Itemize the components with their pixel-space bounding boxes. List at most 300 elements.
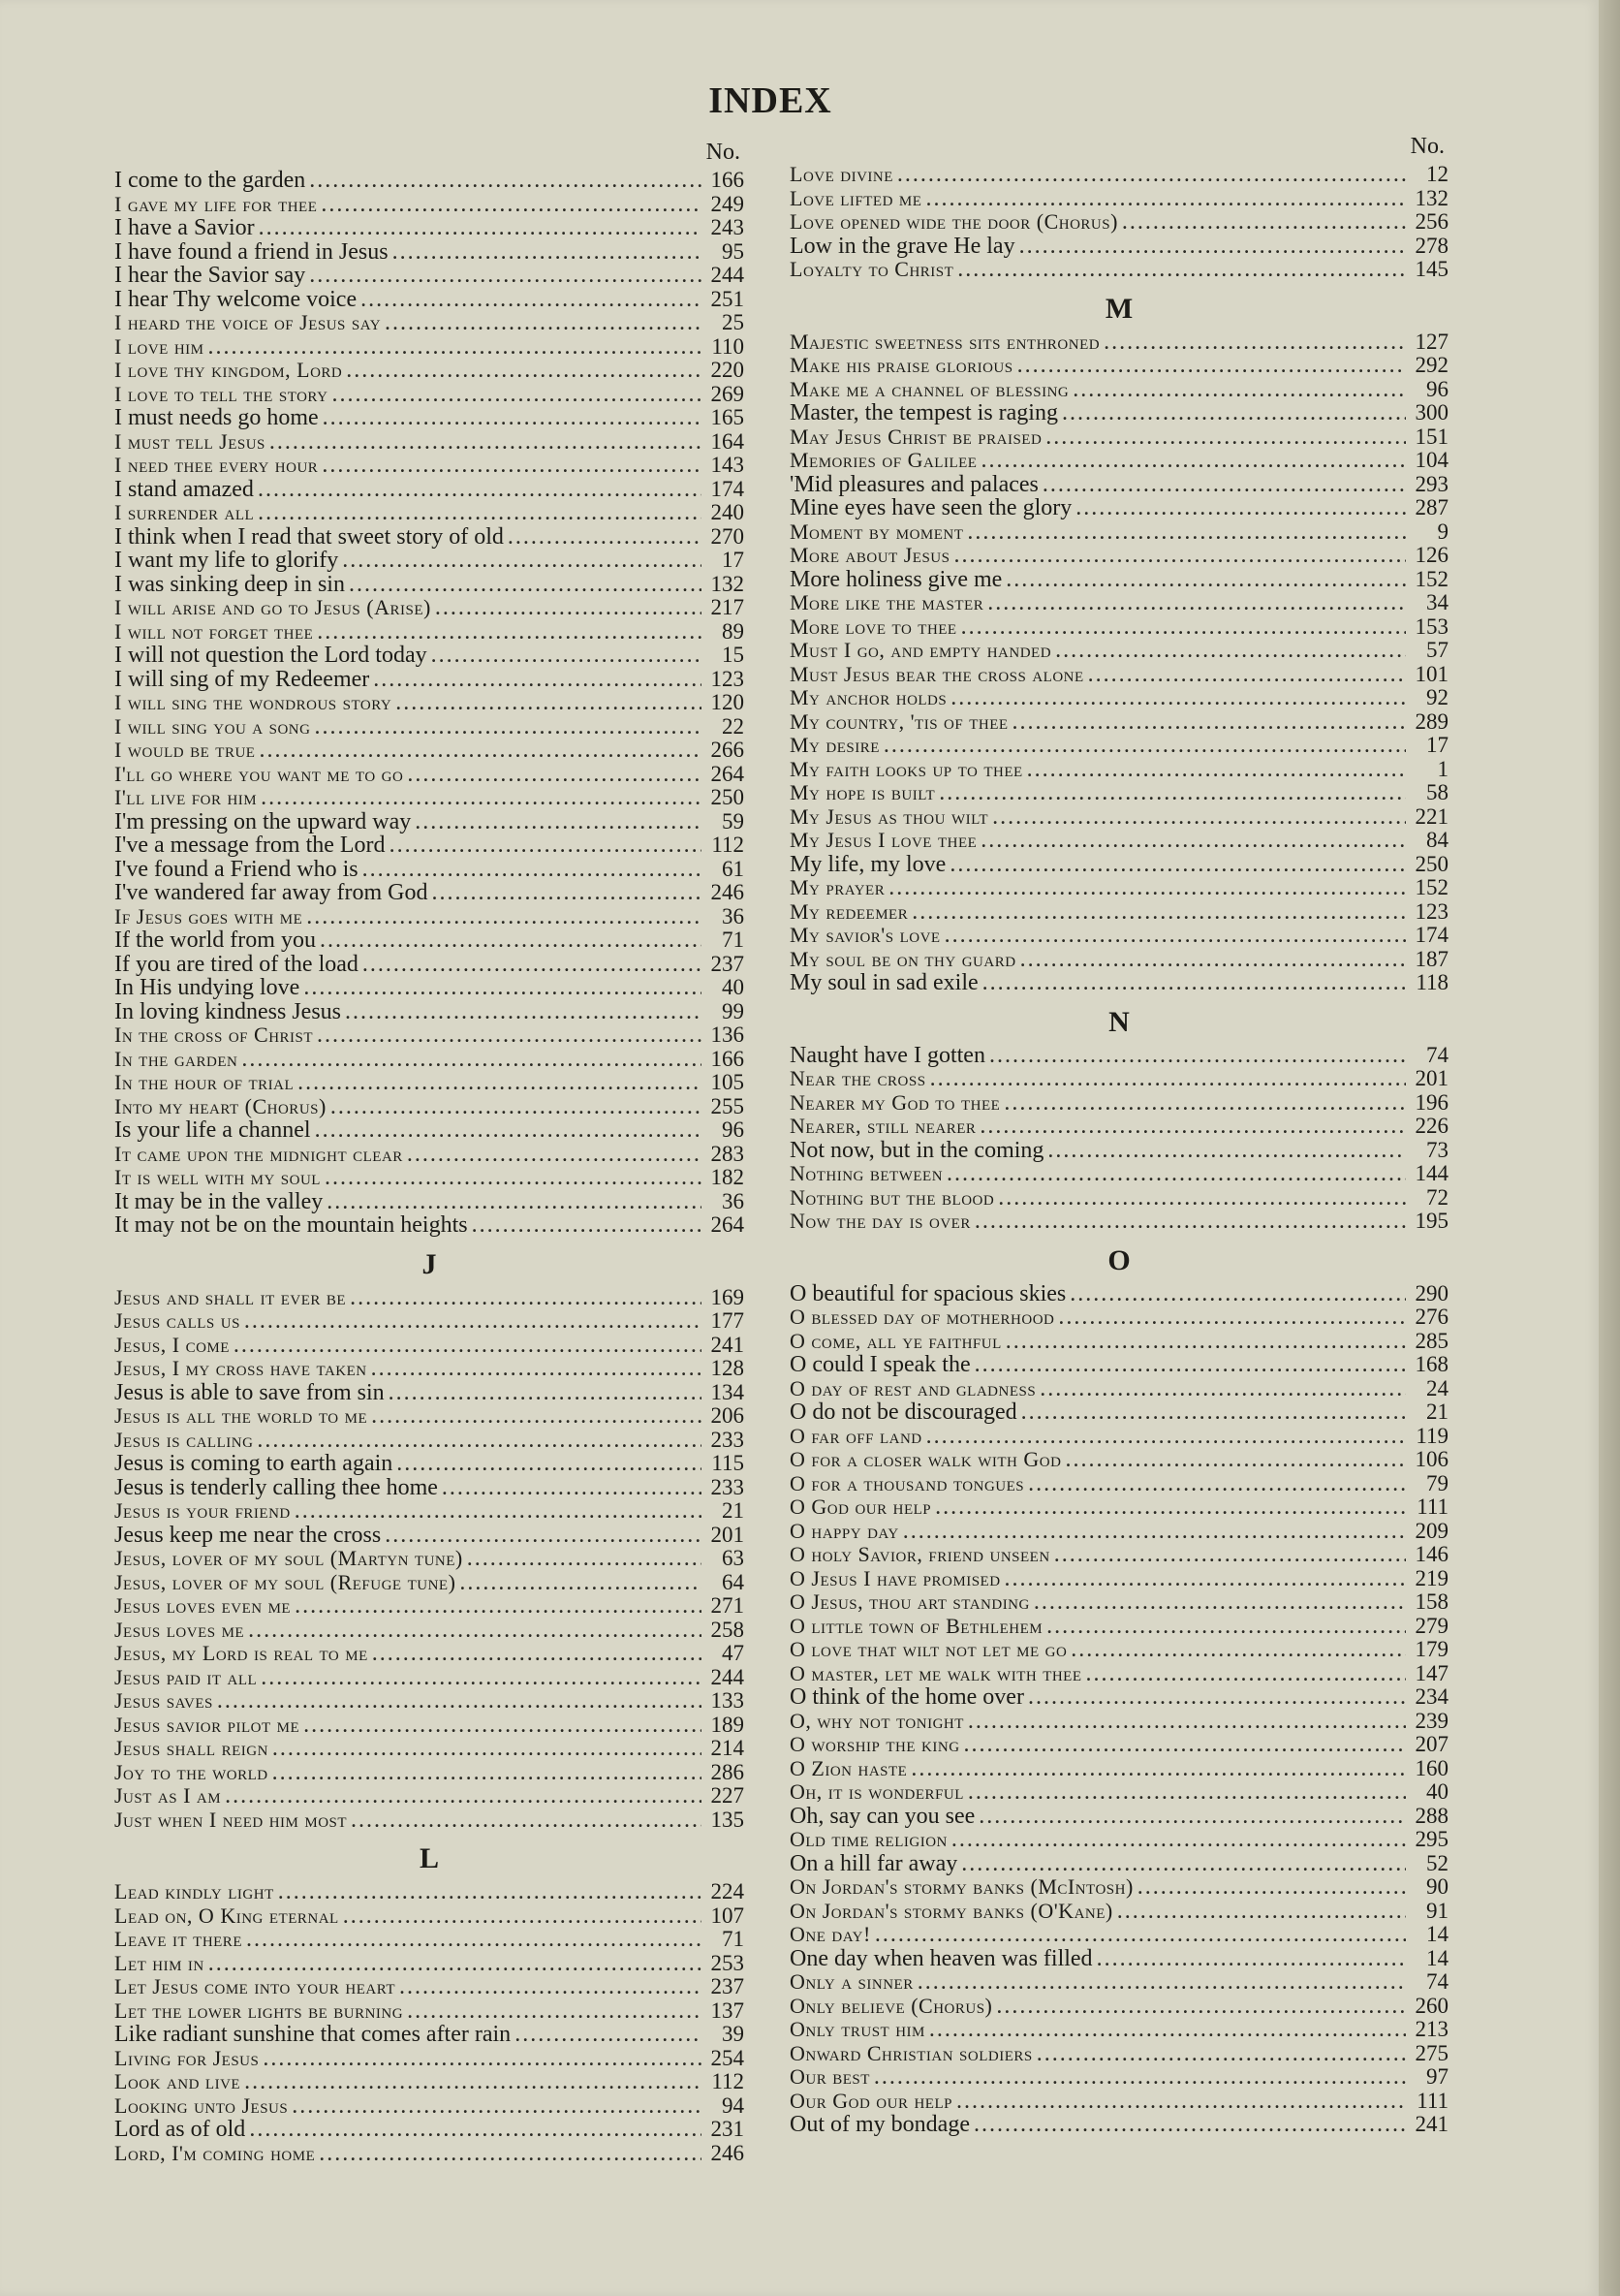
dot-leader <box>981 449 1406 473</box>
index-entry <box>114 1023 744 1048</box>
hymn-number: 279 <box>1415 1613 1449 1638</box>
hymn-title: I must needs go home <box>114 405 319 430</box>
index-entry <box>114 2118 744 2142</box>
dot-leader <box>1034 1590 1406 1615</box>
dot-leader <box>1058 1305 1406 1330</box>
dot-leader <box>234 1334 701 1358</box>
hymn-title: One day! <box>790 1922 871 1946</box>
index-entry <box>790 663 1449 687</box>
index-entry <box>114 1286 744 1310</box>
hymn-number: 9 <box>1437 519 1449 544</box>
dot-leader <box>996 1995 1406 2019</box>
dot-leader <box>1075 496 1406 520</box>
hymn-number: 107 <box>710 1903 744 1928</box>
dot-leader <box>1062 401 1406 425</box>
dot-leader <box>315 1118 701 1143</box>
hymn-number: 254 <box>710 2045 744 2070</box>
dot-leader <box>1043 473 1406 497</box>
hymn-title: Jesus savior pilot me <box>114 1712 300 1737</box>
index-entry <box>790 1852 1449 1876</box>
hymn-number: 152 <box>1415 566 1449 591</box>
hymn-title: It is well with my soul <box>114 1165 321 1189</box>
hymn-title: Not now, but in the coming <box>790 1137 1044 1163</box>
index-entry <box>114 1642 744 1666</box>
index-entry <box>114 1666 744 1690</box>
hymn-number: 293 <box>1415 471 1449 496</box>
index-entry <box>114 1952 744 1976</box>
dot-leader <box>325 1166 701 1190</box>
index-entry <box>114 240 744 265</box>
dot-leader <box>956 2090 1406 2114</box>
index-entry <box>790 876 1449 900</box>
dot-leader <box>951 1828 1406 1852</box>
hymn-number: 227 <box>710 1783 744 1808</box>
dot-leader <box>1071 1638 1406 1662</box>
hymn-number: 104 <box>1415 448 1449 472</box>
hymn-number: 219 <box>1415 1565 1449 1590</box>
hymn-number: 177 <box>710 1308 744 1333</box>
hymn-number: 217 <box>710 595 744 619</box>
hymn-title: On Jordan's stormy banks (O'Kane) <box>790 1898 1113 1923</box>
hymn-title: Looking unto Jesus <box>114 2092 289 2118</box>
dot-leader <box>295 1594 701 1619</box>
section-letter: L <box>419 1842 439 1874</box>
hymn-title: Loyalty to Christ <box>790 257 954 281</box>
index-entry <box>114 1737 744 1761</box>
hymn-title: Nothing between <box>790 1161 944 1185</box>
dot-leader <box>317 1023 701 1048</box>
index-entry <box>114 288 744 312</box>
hymn-number: 145 <box>1415 257 1449 281</box>
index-entry <box>790 187 1449 211</box>
index-entry <box>114 976 744 1000</box>
dot-leader <box>373 668 701 692</box>
hymn-title: Nearer, still nearer <box>790 1114 977 1138</box>
hymn-number: 21 <box>1426 1400 1449 1424</box>
dot-leader <box>925 187 1406 211</box>
dot-leader <box>303 976 701 1000</box>
index-entry <box>114 620 744 645</box>
hymn-title: O holy Savior, friend unseen <box>790 1542 1050 1566</box>
dot-leader <box>1019 235 1406 259</box>
index-entry <box>114 1118 744 1143</box>
hymn-title: O Zion haste <box>790 1755 908 1780</box>
hymn-number: 233 <box>710 1474 744 1499</box>
dot-leader <box>950 853 1406 877</box>
hymn-number: 123 <box>710 666 744 691</box>
hymn-title: I come to the garden <box>114 168 306 193</box>
hymn-number: 101 <box>1415 661 1449 686</box>
hymn-number: 201 <box>710 1522 744 1547</box>
hymn-title: Jesus is all the world to me <box>114 1403 368 1428</box>
index-entry <box>790 1330 1449 1354</box>
hymn-number: 74 <box>1426 1042 1449 1067</box>
hymn-number: 71 <box>722 928 744 952</box>
hymn-number: 220 <box>710 358 744 382</box>
index-entry <box>114 763 744 787</box>
dot-leader <box>389 833 701 858</box>
hymn-number: 40 <box>722 975 744 999</box>
index-entry <box>114 1714 744 1738</box>
hymn-number: 118 <box>1416 970 1449 994</box>
hymn-number: 40 <box>1426 1779 1449 1804</box>
index-entry <box>114 881 744 905</box>
index-entry <box>114 1071 744 1095</box>
hymn-number: 168 <box>1415 1352 1449 1376</box>
dot-leader <box>292 2094 701 2119</box>
hymn-title: Jesus paid it all <box>114 1664 258 1689</box>
hymn-title: Jesus, lover of my soul (Martyn tune) <box>114 1546 463 1570</box>
hymn-number: 52 <box>1426 1850 1449 1875</box>
hymn-number: 14 <box>1426 1922 1449 1946</box>
index-entry <box>790 1638 1449 1662</box>
hymn-number: 166 <box>710 168 744 192</box>
index-entry <box>114 454 744 478</box>
hymn-number: 132 <box>1415 185 1449 210</box>
dot-leader <box>349 573 701 597</box>
left-column <box>114 136 744 2165</box>
hymn-title: Let him in <box>114 1950 204 1975</box>
index-entry <box>790 210 1449 235</box>
dot-leader <box>1073 378 1406 402</box>
index-entry <box>790 639 1449 663</box>
hymn-number: 288 <box>1415 1803 1449 1828</box>
dot-leader <box>306 905 701 929</box>
hymn-number: 255 <box>710 1093 744 1118</box>
index-entry <box>790 1590 1449 1615</box>
hymn-title: If Jesus goes with me <box>114 903 303 928</box>
hymn-title: O love that wilt not let me go <box>790 1637 1068 1661</box>
hymn-title: I must tell Jesus <box>114 428 265 454</box>
dot-leader <box>372 1642 701 1666</box>
hymn-title: I will sing of my Redeemer <box>114 666 370 692</box>
hymn-title: I will sing the wondrous story <box>114 690 392 714</box>
hymn-title: Jesus is your friend <box>114 1498 291 1523</box>
hymn-title: I heard the voice of Jesus say <box>114 310 382 334</box>
dot-leader <box>1054 1543 1406 1567</box>
index-entry <box>790 163 1449 187</box>
dot-leader <box>343 1904 701 1929</box>
hymn-title: My desire <box>790 733 880 757</box>
hymn-number: 206 <box>710 1403 744 1428</box>
dot-leader <box>330 1095 701 1119</box>
hymn-title: O think of the home over <box>790 1684 1024 1710</box>
index-entry <box>114 1357 744 1381</box>
dot-leader <box>1004 1091 1406 1116</box>
hymn-title: I gave my life for thee <box>114 191 318 216</box>
hymn-number: 240 <box>710 500 744 524</box>
index-entry <box>790 1448 1449 1472</box>
dot-leader <box>362 858 701 882</box>
hymn-title: I hear Thy welcome voice <box>114 286 358 312</box>
hymn-number: 246 <box>710 880 744 904</box>
hymn-title: Joy to the world <box>114 1759 268 1784</box>
hymn-title: I've found a Friend who is <box>114 856 358 882</box>
hymn-number: 89 <box>722 618 744 644</box>
hymn-number: 182 <box>710 1165 744 1189</box>
hymn-title: My life, my love <box>790 851 947 877</box>
hymn-title: Nearer my God to thee <box>790 1089 1001 1115</box>
hymn-number: 92 <box>1426 685 1449 709</box>
hymn-number: 17 <box>1426 733 1449 757</box>
hymn-title: O, why not tonight <box>790 1708 964 1733</box>
index-entry <box>790 473 1449 497</box>
dot-leader <box>249 2118 701 2142</box>
dot-leader <box>371 1357 701 1381</box>
hymn-number: 226 <box>1415 1114 1449 1138</box>
index-entry <box>114 2094 744 2119</box>
hymn-number: 250 <box>710 785 744 809</box>
dot-leader <box>385 1524 701 1548</box>
index-entry <box>790 235 1449 259</box>
hymn-number: 244 <box>710 1664 744 1689</box>
hymn-title: Love divine <box>790 162 893 186</box>
hymn-number: 72 <box>1426 1184 1449 1210</box>
hymn-title: My savior's love <box>790 923 941 947</box>
hymn-title: May Jesus Christ be praised <box>790 424 1043 449</box>
dot-leader <box>407 763 701 787</box>
hymn-number: 136 <box>710 1022 744 1047</box>
index-entry <box>114 596 744 620</box>
hymn-number: 25 <box>722 310 744 334</box>
hymn-number: 278 <box>1415 233 1449 258</box>
hymn-title: Make me a channel of blessing <box>790 376 1070 401</box>
index-entry <box>790 496 1449 520</box>
hymn-number: 292 <box>1415 353 1449 377</box>
index-entry <box>790 425 1449 450</box>
hymn-number: 174 <box>1415 923 1449 947</box>
hymn-number: 174 <box>710 476 744 501</box>
index-entry <box>114 928 744 953</box>
hymn-number: 269 <box>710 381 744 406</box>
hymn-title: O worship the king <box>790 1732 960 1756</box>
hymn-number: 22 <box>722 713 744 739</box>
index-entry <box>790 1400 1449 1425</box>
hymn-number: 295 <box>1415 1827 1449 1851</box>
dot-leader <box>346 359 701 383</box>
index-entry <box>790 1757 1449 1781</box>
hymn-title: Memories of Galilee <box>790 448 978 472</box>
index-entry <box>790 1210 1449 1234</box>
hymn-title: Jesus, lover of my soul (Refuge tune) <box>114 1569 456 1594</box>
index-entry <box>114 1524 744 1548</box>
index-entry <box>114 1904 744 1929</box>
index-entry <box>790 1495 1449 1520</box>
index-entry <box>114 1048 744 1072</box>
dot-leader <box>1097 1947 1406 1971</box>
hymn-title: O far off land <box>790 1423 922 1448</box>
hymn-number: 84 <box>1426 828 1449 852</box>
dot-leader <box>248 1619 701 1643</box>
index-entry <box>790 829 1449 853</box>
hymn-title: In His undying love <box>114 975 300 1000</box>
index-entry <box>114 573 744 597</box>
hymn-number: 196 <box>1415 1089 1449 1115</box>
index-entry <box>114 1309 744 1334</box>
dot-leader <box>207 335 701 360</box>
index-entry <box>114 905 744 929</box>
hymn-title: It may not be on the mountain heights <box>114 1212 468 1238</box>
index-entry <box>790 354 1449 378</box>
dot-leader <box>208 1952 701 1976</box>
dot-leader <box>975 1353 1406 1377</box>
dot-leader <box>389 1381 701 1405</box>
dot-leader <box>278 1880 701 1904</box>
dot-leader <box>939 781 1406 805</box>
hymn-title: Low in the grave He lay <box>790 233 1015 259</box>
hymn-title: Just as I am <box>114 1783 222 1808</box>
hymn-title: Living for Jesus <box>114 2045 260 2070</box>
index-entry <box>790 2042 1449 2066</box>
hymn-title: O God our help <box>790 1494 932 1519</box>
hymn-title: My anchor holds <box>790 685 948 709</box>
hymn-title: O for a closer walk with God <box>790 1447 1062 1471</box>
dot-leader <box>874 2065 1406 2090</box>
hymn-title: Look and live <box>114 2069 241 2093</box>
dot-leader <box>975 1210 1406 1234</box>
index-entry <box>114 264 744 288</box>
index-entry <box>114 1808 744 1833</box>
index-entry <box>790 1733 1449 1757</box>
dot-leader <box>258 478 701 502</box>
hymn-number: 79 <box>1426 1470 1449 1495</box>
dot-leader <box>257 1429 701 1453</box>
index-entry <box>114 335 744 360</box>
dot-leader <box>396 1452 701 1476</box>
hymn-number: 290 <box>1415 1280 1449 1305</box>
index-entry <box>114 501 744 525</box>
index-entry <box>114 739 744 763</box>
hymn-number: 244 <box>710 263 744 287</box>
hymn-number: 123 <box>1415 898 1449 924</box>
hymn-title: I will arise and go to Jesus (Arise) <box>114 595 431 619</box>
index-entry <box>790 734 1449 758</box>
dot-leader <box>1012 710 1406 735</box>
index-entry <box>790 2018 1449 2042</box>
hymn-number: 239 <box>1415 1708 1449 1733</box>
dot-leader <box>395 691 701 715</box>
index-entry <box>790 568 1449 592</box>
hymn-number: 179 <box>1415 1637 1449 1661</box>
hymn-title: Jesus is tenderly calling thee home <box>114 1474 438 1500</box>
hymn-number: 110 <box>711 333 744 359</box>
index-entry <box>114 2047 744 2071</box>
dot-leader <box>385 311 701 335</box>
hymn-number: 264 <box>710 761 744 786</box>
index-entry <box>790 615 1449 640</box>
hymn-number: 36 <box>722 1188 744 1213</box>
dot-leader <box>980 1115 1406 1139</box>
hymn-number: 147 <box>1415 1660 1449 1685</box>
hymn-number: 126 <box>1415 543 1449 567</box>
index-entry <box>790 1282 1449 1306</box>
hymn-title: Just when I need him most <box>114 1807 348 1832</box>
hymn-number: 94 <box>722 2092 744 2118</box>
hymn-title: On Jordan's stormy banks (McIntosh) <box>790 1874 1134 1899</box>
index-entry <box>114 2023 744 2047</box>
index-entry <box>790 1425 1449 1449</box>
index-entry <box>790 1377 1449 1401</box>
dot-leader <box>1046 1615 1406 1639</box>
index-entry <box>790 1115 1449 1139</box>
index-entry <box>114 478 744 502</box>
dot-leader <box>508 525 701 550</box>
dot-leader <box>945 924 1406 948</box>
dot-leader <box>345 1000 701 1024</box>
hymn-title: I will not forget thee <box>114 618 314 644</box>
hymn-title: More love to thee <box>790 613 957 639</box>
dot-leader <box>1028 1685 1406 1710</box>
dot-leader <box>981 829 1406 853</box>
hymn-number: 1 <box>1437 756 1449 781</box>
index-entry <box>790 1091 1449 1116</box>
hymn-title: O do not be discouraged <box>790 1400 1017 1425</box>
hymn-title: Now the day is over <box>790 1209 971 1233</box>
dot-leader <box>1137 1875 1406 1900</box>
dot-leader <box>911 1757 1406 1781</box>
hymn-number: 241 <box>710 1332 744 1357</box>
hymn-number: 12 <box>1426 162 1449 186</box>
hymn-number: 59 <box>722 808 744 833</box>
hymn-title: Is your life a channel <box>114 1117 311 1143</box>
dot-leader <box>362 953 701 977</box>
index-entry <box>790 330 1449 355</box>
dot-leader <box>342 549 701 573</box>
dot-leader <box>309 264 701 288</box>
index-entry <box>114 430 744 455</box>
dot-leader <box>1006 568 1406 592</box>
dot-leader <box>261 1666 701 1690</box>
hymn-title: One day when heaven was filled <box>790 1945 1093 1971</box>
index-entry <box>114 786 744 810</box>
dot-leader <box>432 881 701 905</box>
hymn-number: 233 <box>710 1427 744 1452</box>
index-entry <box>790 1995 1449 2019</box>
hymn-title: I love thy kingdom, Lord <box>114 358 343 382</box>
index-entry <box>114 1000 744 1024</box>
hymn-title: Majestic sweetness sits enthroned <box>790 329 1101 354</box>
hymn-number: 249 <box>710 191 744 216</box>
index-entry <box>790 971 1449 995</box>
index-entry <box>790 1685 1449 1710</box>
hymn-title: Jesus is able to save from sin <box>114 1379 385 1405</box>
hymn-number: 39 <box>722 2022 744 2046</box>
hymn-number: 270 <box>710 523 744 549</box>
hymn-title: Jesus saves <box>114 1688 213 1713</box>
hymn-title: Master, the tempest is raging <box>790 400 1058 425</box>
index-entry <box>114 1334 744 1358</box>
index-entry <box>790 1900 1449 1924</box>
index-entry <box>790 1780 1449 1805</box>
index-entry <box>114 691 744 715</box>
hymn-number: 137 <box>710 1997 744 2023</box>
hymn-number: 158 <box>1415 1589 1449 1614</box>
hymn-title: O Jesus, thou art standing <box>790 1589 1030 1614</box>
dot-leader <box>467 1547 701 1571</box>
dot-leader <box>998 1186 1406 1211</box>
page-title: INDEX <box>708 80 832 121</box>
dot-leader <box>1088 663 1406 687</box>
hymn-title: I've a message from the Lord <box>114 833 386 858</box>
hymn-number: 95 <box>722 238 744 264</box>
dot-leader <box>982 971 1406 995</box>
dot-leader <box>263 2047 701 2071</box>
number-column-header: No. <box>1410 134 1445 159</box>
dot-leader <box>1005 1567 1406 1591</box>
dot-leader <box>1117 1900 1406 1924</box>
hymn-title: In the hour of trial <box>114 1070 295 1094</box>
hymn-title: I have found a friend in Jesus <box>114 238 389 265</box>
